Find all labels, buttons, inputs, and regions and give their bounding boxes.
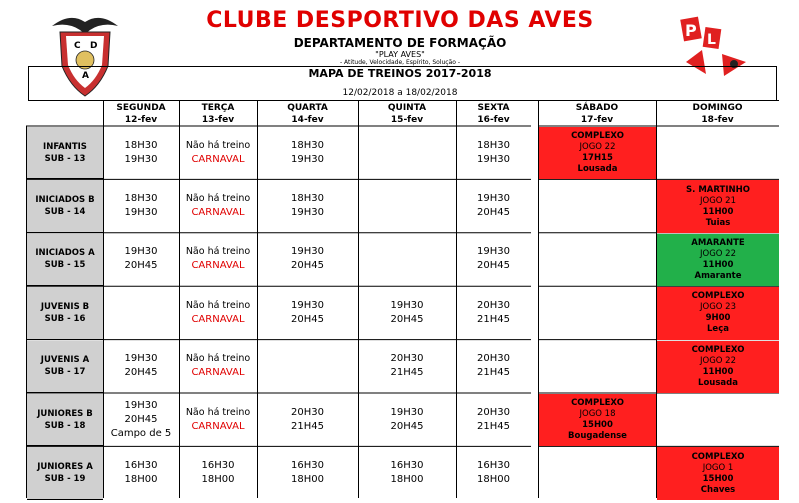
team-name: JUNIORES A (37, 462, 93, 473)
match-opponent: Chaves (700, 484, 736, 495)
training-time: 19H30 (390, 299, 424, 311)
no-training-label: Não há treino (185, 246, 251, 258)
training-time: 19H30 (291, 153, 324, 165)
column-header-day: SEGUNDA (116, 103, 166, 113)
team-label (27, 127, 103, 179)
match-venue: COMPLEXO (571, 398, 624, 409)
training-time: 20H30 (390, 353, 424, 365)
column-header-date: 15-fev (390, 115, 424, 125)
training-time: 20H45 (477, 260, 510, 272)
match-venue: COMPLEXO (571, 131, 624, 142)
match-cell (657, 341, 779, 393)
column-header-day: SEXTA (477, 103, 510, 113)
column-header-date: 16-fev (477, 115, 510, 125)
match-opponent: Lousada (577, 164, 618, 175)
column-header-weekend (538, 102, 656, 126)
training-time: 18H30 (124, 139, 158, 151)
match-time: 11H00 (702, 259, 734, 270)
training-time: 16H30 (201, 460, 235, 472)
match-time: 11H00 (702, 206, 734, 217)
match-venue: S. MARTINHO (686, 184, 750, 195)
logo-letter-d: D (90, 41, 98, 51)
schedule-cell (358, 126, 456, 179)
match-number: JOGO 22 (700, 355, 736, 366)
column-header-date: 13-fev (201, 115, 235, 125)
schedule-cell (456, 446, 531, 499)
match-number: JOGO 18 (579, 409, 616, 420)
match-opponent: Bougadense (568, 431, 627, 442)
play-aves-logo (676, 14, 756, 86)
match-cell (657, 234, 779, 286)
team-name: JUVENIS B (40, 301, 90, 312)
schedule-cell (179, 340, 257, 393)
schedule-cell (358, 233, 456, 286)
training-time: 18H30 (124, 193, 158, 205)
match-cell (539, 394, 656, 446)
schedule-cell (257, 446, 358, 499)
schedule-cell (456, 179, 531, 232)
training-time: 18H30 (291, 193, 324, 205)
match-venue: COMPLEXO (691, 451, 745, 462)
training-time: 19H30 (291, 246, 324, 258)
column-header-day: TERÇA (201, 103, 235, 113)
training-time: 19H30 (124, 353, 158, 365)
schedule-cell (257, 393, 358, 446)
team-name: JUVENIS A (40, 355, 90, 366)
training-time: 20H30 (477, 353, 510, 365)
team-label (27, 447, 103, 499)
match-opponent: Lousada (698, 377, 738, 388)
schedule-cell (456, 286, 531, 339)
schedule-cell (358, 393, 456, 446)
schedule-cell (358, 446, 456, 499)
schedule-cell (456, 233, 531, 286)
no-training-label: Não há treino (185, 299, 251, 311)
schedule-cell (103, 126, 179, 179)
column-header-date: 17-fev (580, 115, 614, 125)
no-training-label: Não há treino (185, 406, 251, 418)
training-time: 19H30 (124, 207, 158, 219)
team-age-group: SUB - 16 (44, 313, 86, 324)
column-header (103, 102, 179, 126)
training-time: Campo de 5 (110, 427, 172, 439)
schedule-cell (103, 233, 179, 286)
holiday-label: CARNAVAL (191, 313, 245, 325)
column-header-day: DOMINGO (692, 103, 743, 113)
training-time: 16H30 (390, 460, 424, 472)
svg-text:P: P (685, 21, 697, 40)
holiday-label: CARNAVAL (191, 207, 245, 219)
schedule-cell (456, 340, 531, 393)
schedule-cell (179, 179, 257, 232)
match-time: 15H00 (702, 473, 734, 484)
program-motto: - Atitude, Velocidade, Espírito, Solução - (339, 59, 461, 66)
training-time: 20H30 (477, 406, 510, 418)
training-time: 21H45 (291, 420, 324, 432)
match-number: JOGO 22 (700, 248, 736, 259)
team-age-group: SUB - 13 (44, 153, 86, 164)
schedule-cell (103, 179, 179, 232)
match-venue: AMARANTE (691, 237, 745, 248)
team-name: INFANTIS (43, 141, 87, 152)
team-label (27, 234, 103, 286)
team-age-group: SUB - 18 (44, 420, 86, 431)
schedule-cell (358, 286, 456, 339)
training-time: 19H30 (124, 153, 158, 165)
schedule-cell (358, 340, 456, 393)
no-training-label: Não há treino (185, 353, 251, 365)
header-left-border (28, 66, 29, 101)
training-time: 19H30 (477, 246, 510, 258)
column-header (358, 102, 456, 126)
team-label (27, 341, 103, 393)
training-time: 20H45 (124, 413, 158, 425)
column-header (179, 102, 257, 126)
training-time: 19H30 (124, 246, 158, 258)
training-time: 20H45 (390, 313, 424, 325)
date-range: 12/02/2018 a 18/02/2018 (342, 88, 458, 98)
match-venue: COMPLEXO (691, 291, 745, 302)
no-training-label: Não há treino (185, 139, 251, 151)
training-time: 20H30 (477, 299, 510, 311)
department-title: DEPARTAMENTO DE FORMAÇÃO (293, 36, 507, 50)
training-time: 20H45 (291, 260, 324, 272)
team-name: INICIADOS A (35, 248, 95, 259)
schedule-cell (257, 179, 358, 232)
training-time: 19H30 (477, 193, 510, 205)
schedule-cell (257, 286, 358, 339)
club-title: CLUBE DESPORTIVO DAS AVES (206, 8, 594, 33)
training-time: 19H30 (477, 153, 510, 165)
column-header-day: QUARTA (287, 103, 328, 113)
program-name: "PLAY AVES" (375, 50, 425, 59)
schedule-cell (179, 446, 257, 499)
svg-text:L: L (707, 32, 716, 48)
schedule-cell (257, 126, 358, 179)
holiday-label: CARNAVAL (191, 260, 245, 272)
training-time: 20H30 (291, 406, 324, 418)
holiday-label: CARNAVAL (191, 420, 245, 432)
training-time: 18H00 (477, 474, 510, 486)
match-opponent: Leça (707, 324, 729, 335)
logo-letter-a: A (82, 71, 89, 81)
match-venue: COMPLEXO (691, 344, 745, 355)
header-top-border (28, 66, 777, 67)
match-time: 9H00 (705, 313, 731, 324)
schedule-cell (257, 340, 358, 393)
training-time: 19H30 (124, 399, 158, 411)
column-header (456, 102, 531, 126)
team-age-group: SUB - 17 (44, 367, 86, 378)
schedule-cell (103, 286, 179, 339)
logo-letter-c: C (74, 41, 81, 51)
team-age-group: SUB - 15 (44, 260, 86, 271)
training-time: 16H30 (291, 460, 324, 472)
match-cell (539, 127, 656, 179)
team-label (27, 394, 103, 446)
holiday-label: CARNAVAL (191, 153, 245, 165)
match-time: 15H00 (582, 420, 613, 431)
training-time: 20H45 (291, 313, 324, 325)
column-header-weekend (656, 102, 779, 126)
training-time: 16H30 (477, 460, 510, 472)
team-name: INICIADOS B (35, 195, 95, 206)
training-time: 20H45 (124, 367, 158, 379)
team-name: JUNIORES B (37, 408, 93, 419)
training-time: 18H00 (124, 474, 158, 486)
team-label (27, 180, 103, 232)
team-age-group: SUB - 19 (44, 474, 86, 485)
holiday-label: CARNAVAL (191, 367, 245, 379)
match-time: 11H00 (702, 366, 734, 377)
training-time: 18H00 (291, 474, 324, 486)
match-opponent: Tuias (705, 217, 731, 228)
schedule-cell (179, 393, 257, 446)
schedule-cell (103, 340, 179, 393)
no-training-label: Não há treino (185, 193, 251, 205)
training-time: 19H30 (291, 299, 324, 311)
column-header-date: 18-fev (701, 115, 734, 125)
schedule-cell (179, 286, 257, 339)
schedule-cell (257, 233, 358, 286)
training-time: 19H30 (291, 207, 324, 219)
training-time: 21H45 (477, 420, 510, 432)
header-right-border (776, 66, 777, 101)
schedule-cell (358, 179, 456, 232)
column-header (257, 102, 358, 126)
match-cell (657, 447, 779, 499)
column-header-date: 12-fev (124, 115, 158, 125)
training-time: 20H45 (390, 420, 424, 432)
match-number: JOGO 21 (700, 195, 736, 206)
club-logo (50, 8, 120, 100)
training-time: 18H00 (390, 474, 424, 486)
team-age-group: SUB - 14 (44, 207, 86, 218)
column-header-day: QUINTA (387, 103, 427, 113)
schedule-cell (179, 126, 257, 179)
schedule-cell (456, 126, 531, 179)
training-time: 21H45 (390, 367, 424, 379)
schedule-cell (456, 393, 531, 446)
match-number: JOGO 22 (579, 142, 616, 153)
match-cell (657, 287, 779, 339)
training-time: 16H30 (124, 460, 158, 472)
training-time: 20H45 (124, 260, 158, 272)
column-header-date: 14-fev (291, 115, 324, 125)
column-header-day: SÁBADO (575, 103, 619, 113)
training-time: 21H45 (477, 313, 510, 325)
match-opponent: Amarante (694, 270, 742, 281)
training-time: 18H00 (201, 474, 235, 486)
team-label (27, 287, 103, 339)
match-number: JOGO 23 (700, 302, 736, 313)
map-title: MAPA DE TREINOS 2017-2018 (308, 67, 492, 80)
training-time: 21H45 (477, 367, 510, 379)
match-cell (657, 180, 779, 232)
schedule-cell (103, 446, 179, 499)
schedule-cell (103, 393, 179, 446)
training-time: 18H30 (291, 139, 324, 151)
training-time: 19H30 (390, 406, 424, 418)
match-number: JOGO 1 (702, 462, 734, 473)
training-time: 20H45 (477, 207, 510, 219)
training-time: 18H30 (477, 139, 510, 151)
schedule-cell (179, 233, 257, 286)
match-time: 17H15 (582, 153, 613, 164)
